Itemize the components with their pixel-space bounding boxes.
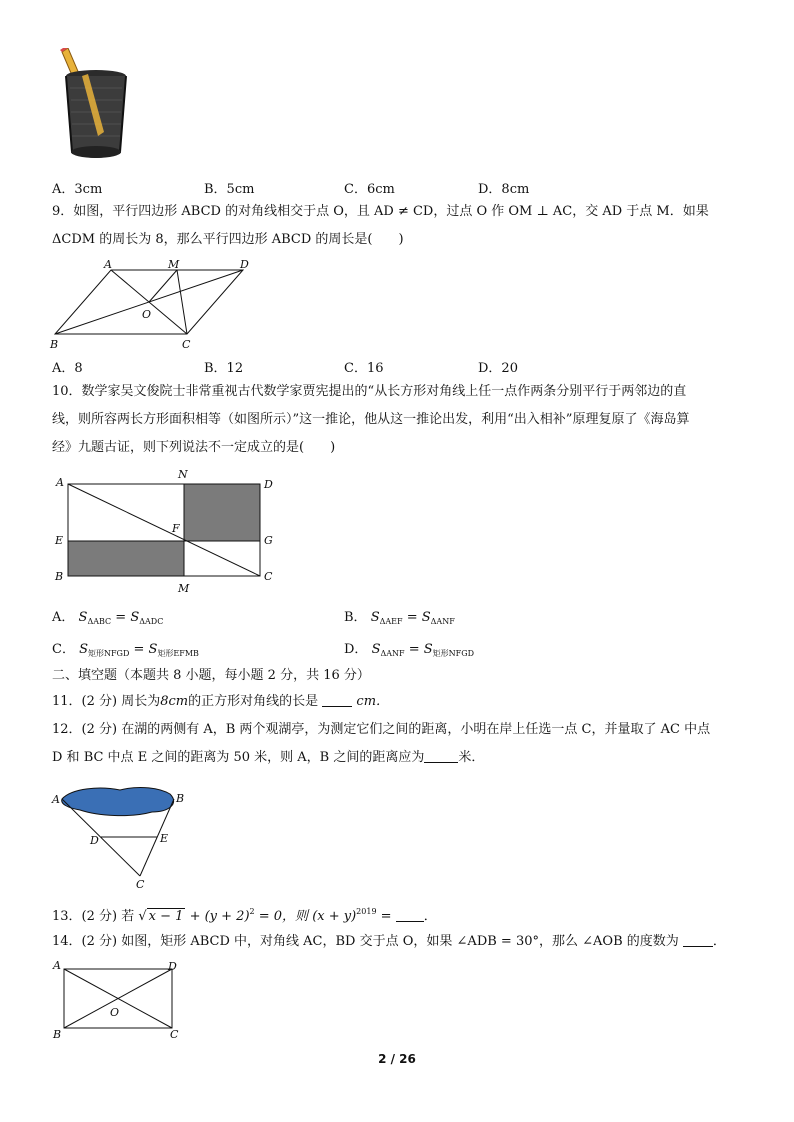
pencil-holder-image — [52, 48, 132, 164]
q12-label-c: C — [136, 878, 145, 891]
q9-option-c[interactable]: C．16 — [344, 361, 384, 376]
q9-label-a: A — [104, 258, 112, 271]
q8-option-c[interactable]: C．6cm — [344, 182, 395, 197]
q12-label-d: D — [90, 834, 99, 847]
q10-stem-line1: 10．数学家吴文俊院士非常重视古代数学家贾宪提出的“从长方形对角线上任一点作两条分别平行于两邻边的直 — [52, 384, 687, 399]
q9-label-m: M — [168, 258, 180, 271]
q9-label-c: C — [182, 338, 191, 351]
q9-stem-line1: 9．如图，平行四边形 ABCD 的对角线相交于点 O，且 AD ≠ CD，过点 O 作 OM ⊥ AC，交 AD 于点 M．如果 — [52, 204, 709, 219]
q14-label-b: B — [53, 1028, 62, 1041]
q10-rectangle-figure — [50, 466, 280, 596]
q12-answer-blank[interactable] — [424, 750, 458, 763]
q10-label-d: D — [264, 478, 273, 491]
q8-option-b[interactable]: B．5cm — [204, 182, 255, 197]
q10-option-c[interactable]: C． $S_{矩形NFGD} = S_{矩形EFMB}$ — [52, 642, 199, 658]
q13-stem: 13．(2 分) 若 √ $x - 1 + (y + 2)^2 = 0$，则 $(x + y)^{2019}$ = ． — [52, 907, 437, 924]
q12-stem-line1: 12．(2 分) 在湖的两侧有 A，B 两个观湖亭，为测定它们之间的距离，小明在岸上任选一点 C，并量取了 AC 中点 — [52, 722, 711, 737]
q10-option-d[interactable]: D． $S_{\Delta ANF} = S_{矩形NFGD}$ — [344, 642, 475, 658]
q9-label-o: O — [142, 308, 152, 321]
q12-label-b: B — [176, 792, 185, 805]
q10-label-g: G — [264, 534, 273, 547]
q9-label-b: B — [50, 338, 59, 351]
q10-label-m: M — [178, 582, 190, 595]
q10-option-a[interactable]: A． $S_{\Delta ABC} = S_{\Delta ADC}$ — [52, 610, 164, 626]
q12-label-a: A — [52, 793, 60, 806]
q14-label-a: A — [53, 959, 61, 972]
q10-label-c: C — [264, 570, 273, 583]
q10-label-n: N — [178, 468, 188, 481]
q9-option-a[interactable]: A．8 — [52, 361, 83, 376]
q9-parallelogram-figure — [46, 256, 266, 352]
q12-stem-line2: D 和 BC 中点 E 之间的距离为 50 米，则 A，B 之间的距离应为 米． — [52, 750, 485, 765]
q14-label-d: D — [168, 960, 177, 973]
q10-label-b: B — [55, 570, 64, 583]
q10-stem-line2: 线，则所容两长方形面积相等（如图所示）”这一推论，他从这一推论出发，利用“出入相补”原理复原了《海岛算 — [52, 412, 690, 427]
q10-label-a: A — [56, 476, 64, 489]
q14-stem: 14．(2 分) 如图，矩形 ABCD 中，对角线 AC，BD 交于点 O，如果 ∠ADB = 30°，那么 ∠AOB 的度数为 ． — [52, 934, 726, 949]
q10-option-b[interactable]: B． $S_{\Delta AEF} = S_{\Delta ANF}$ — [344, 610, 455, 626]
q13-answer-blank[interactable] — [396, 909, 424, 922]
q14-rectangle-figure — [50, 956, 190, 1042]
q9-option-b[interactable]: B．12 — [204, 361, 244, 376]
q10-stem-line3: 经》九题古证，则下列说法不一定成立的是( ) — [52, 440, 336, 455]
page-number: 2 / 26 — [378, 1052, 416, 1066]
q12-label-e: E — [160, 832, 169, 845]
q9-stem-line2: ΔCDM 的周长为 8，那么平行四边形 ABCD 的周长是( ) — [52, 232, 404, 247]
section-heading: 二、填空题（本题共 8 小题，每小题 2 分，共 16 分） — [52, 668, 370, 683]
q9-label-d: D — [240, 258, 249, 271]
q11-stem: 11．(2 分) 周长为8cm的正方形对角线的长是 cm． — [52, 694, 390, 709]
q11-answer-blank[interactable] — [322, 694, 352, 707]
q8-option-d[interactable]: D．8cm — [478, 182, 530, 197]
q14-label-c: C — [170, 1028, 179, 1041]
q9-option-d[interactable]: D．20 — [478, 361, 518, 376]
q12-lake-figure — [50, 782, 200, 892]
q14-answer-blank[interactable] — [683, 934, 713, 947]
q10-label-f: F — [172, 522, 180, 535]
q14-label-o: O — [110, 1006, 120, 1019]
q10-label-e: E — [55, 534, 64, 547]
q8-option-a[interactable]: A．3cm — [52, 182, 103, 197]
